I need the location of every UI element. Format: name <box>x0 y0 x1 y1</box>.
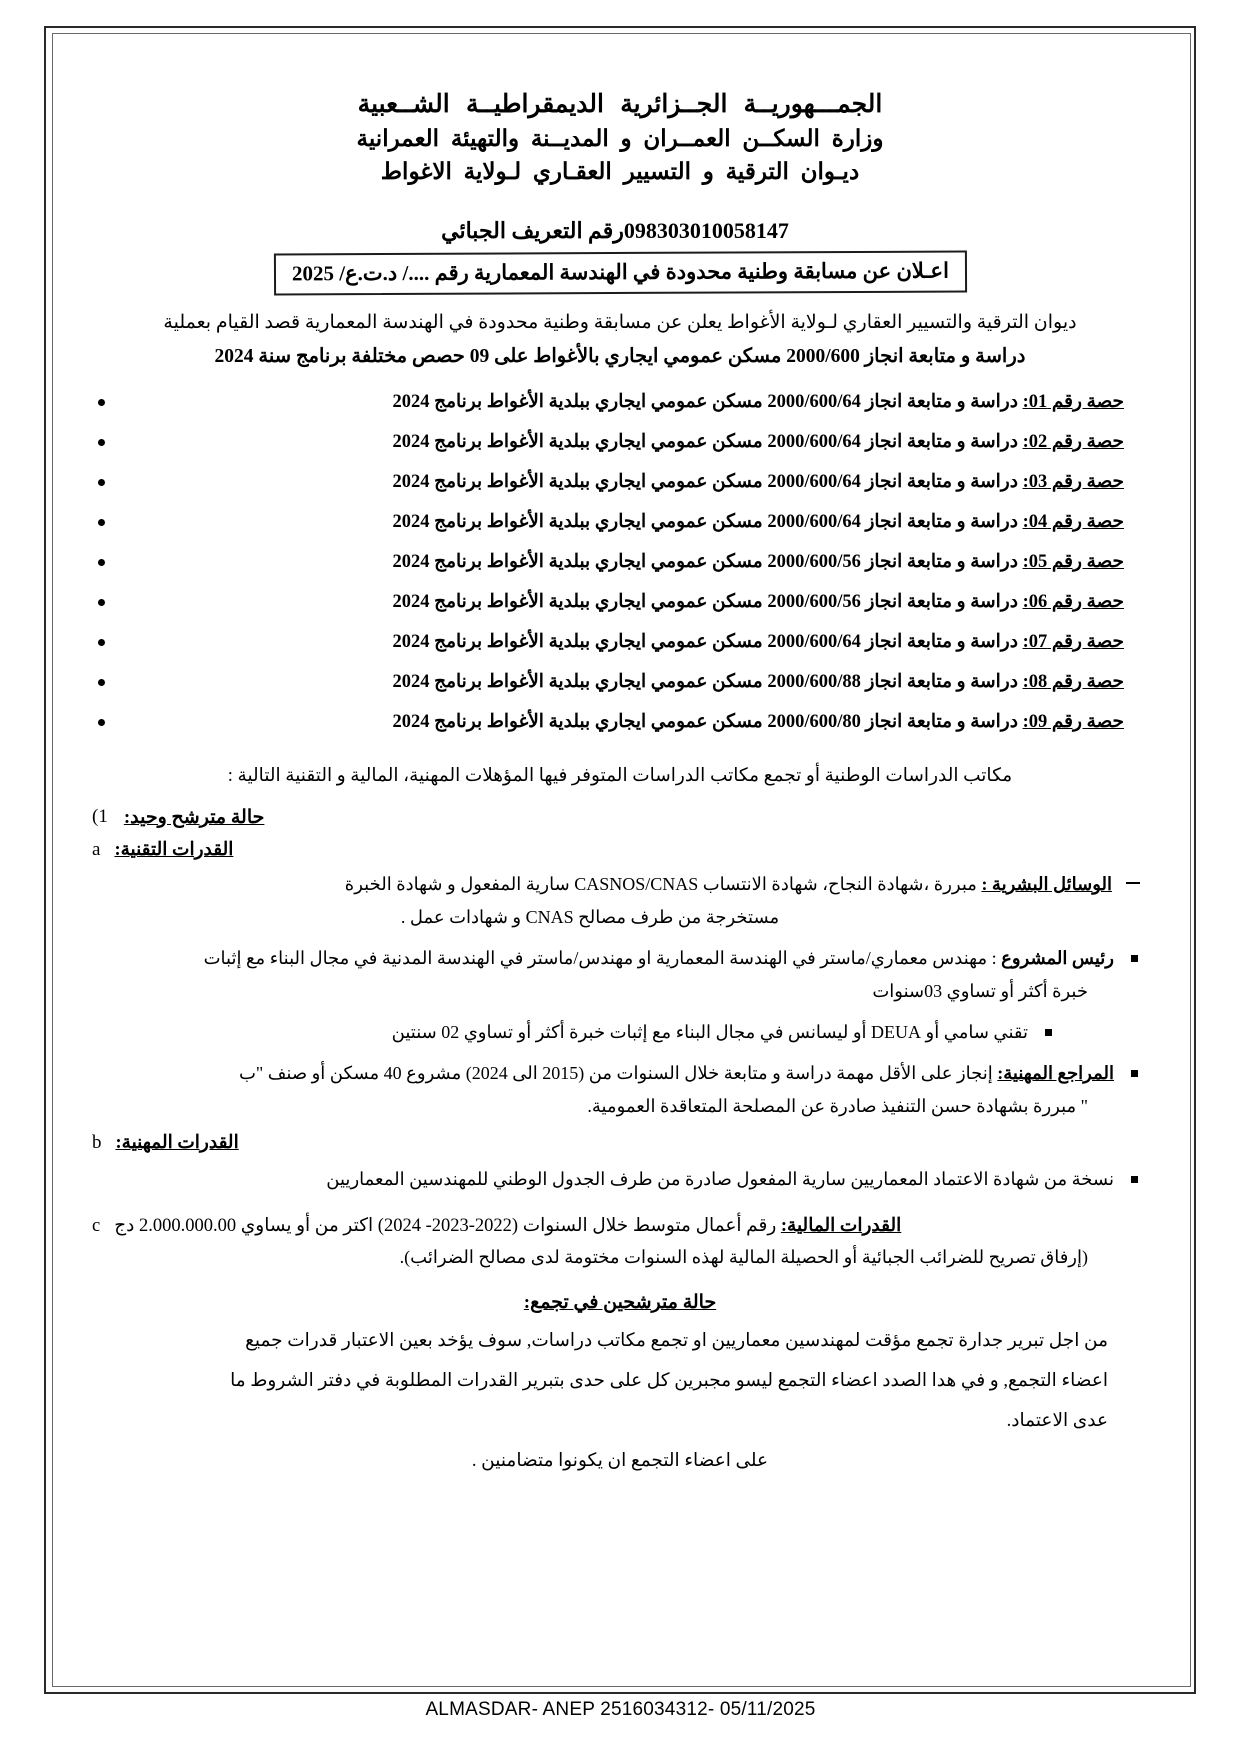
list-item <box>92 542 1148 582</box>
references-item <box>92 1058 1148 1089</box>
section2-para-4: على اعضاء التجمع ان يكونوا متضامنين . <box>471 1451 769 1471</box>
project-manager-text: : مهندس معماري/ماستر في الهندسة المعمارية او مهندس/ماستر في الهندسة المدنية في مجال البناء مع إثبات <box>203 948 997 968</box>
subsection-b-heading <box>92 1132 1148 1154</box>
human-resources-line2-part2: و شهادات عمل . <box>400 907 522 927</box>
subsection-c-heading <box>92 1211 1148 1242</box>
lot-text: دراسة و متابعة انجاز 2000/600/88 مسكن عمومي ايجاري ببلدية الأغواط برنامج 2024 <box>392 672 1018 692</box>
square-bullet-icon <box>1045 1029 1052 1036</box>
references-text: إنجاز على الأقل مهمة دراسة و متابعة خلال السنوات من (2015 الى 2024) مشروع 40 مسكن أو صنف "ب <box>238 1063 993 1083</box>
project-manager-line2: خبرة أكثر أو تساوي 03سنوات <box>872 981 1088 1001</box>
human-resources-label: الوسائل البشرية : <box>981 874 1112 894</box>
financial-capacity-line2: (إرفاق تصريح للضرائب الجبائية أو الحصيلة المالية لهذه السنوات مختومة لدى مصالح الضرائب). <box>399 1247 1088 1267</box>
section2-title: حالة مترشحين في تجمع: <box>523 1292 717 1313</box>
bullet-icon <box>98 599 105 606</box>
program-line: دراسة و متابعة انجاز 2000/600 مسكن عمومي ايجاري بالأغواط على 09 حصص مختلفة برنامج سنة 2024 <box>214 346 1026 367</box>
lot-label: حصة رقم 07: <box>1022 632 1124 652</box>
lot-label: حصة رقم 08: <box>1022 672 1124 692</box>
lot-label: حصة رقم 09: <box>1022 712 1124 732</box>
announcement-title-wrapper <box>92 252 1148 294</box>
human-resources-acronym-2: CNAS <box>525 907 574 927</box>
lot-text: دراسة و متابعة انجاز 2000/600/56 مسكن عمومي ايجاري ببلدية الأغواط برنامج 2024 <box>392 592 1018 612</box>
subsection-a-title: القدرات التقنية: <box>114 840 234 860</box>
section2-para-3: عدى الاعتماد. <box>1006 1411 1108 1431</box>
human-resources-line2 <box>92 902 1148 933</box>
lot-label: حصة رقم 01: <box>1022 392 1124 412</box>
list-item <box>92 422 1148 462</box>
lot-text: دراسة و متابعة انجاز 2000/600/64 مسكن عمومي ايجاري ببلدية الأغواط برنامج 2024 <box>392 392 1018 412</box>
lots-list <box>92 382 1148 742</box>
lot-text: دراسة و متابعة انجاز 2000/600/64 مسكن عمومي ايجاري ببلدية الأغواط برنامج 2024 <box>392 632 1018 652</box>
fiscal-number: 098303010058147 <box>623 218 789 243</box>
fiscal-label: رقم التعريف الجبائي <box>441 218 624 243</box>
bullet-icon <box>98 479 105 486</box>
human-resources-item <box>92 869 1148 900</box>
document-header <box>92 88 1148 188</box>
lot-text: دراسة و متابعة انجاز 2000/600/64 مسكن عمومي ايجاري ببلدية الأغواط برنامج 2024 <box>392 472 1018 492</box>
bullet-icon <box>98 519 105 526</box>
document-content <box>70 52 1170 1672</box>
header-agency-line: ديـوان الترقية و التسيير العقـاري لـولاية الاغواط <box>380 159 860 184</box>
list-item <box>92 502 1148 542</box>
bullet-icon <box>98 679 105 686</box>
eligibility-paragraph: مكاتب الدراسات الوطنية أو تجمع مكاتب الدراسات المتوفر فيها المؤهلات المهنية، المالية و التقنية التالية : <box>227 766 1013 786</box>
square-bullet-icon <box>1131 955 1138 962</box>
professional-capacity-text: نسخة من شهادة الاعتماد المعماريين سارية المفعول صادرة من طرف الجدول الوطني للمهندسين المعماريين <box>326 1169 1114 1189</box>
subsection-b-title: القدرات المهنية: <box>115 1133 239 1153</box>
references-line2: " مبررة بشهادة حسن التنفيذ صادرة عن المصلحة المتعاقدة العمومية. <box>587 1096 1088 1116</box>
human-resources-acronym-1: CASNOS/CNAS <box>574 874 699 894</box>
lot-text: دراسة و متابعة انجاز 2000/600/64 مسكن عمومي ايجاري ببلدية الأغواط برنامج 2024 <box>392 432 1018 452</box>
list-item <box>92 462 1148 502</box>
list-item <box>92 382 1148 422</box>
list-item <box>92 662 1148 702</box>
document-footer: ALMASDAR- ANEP 2516034312- 05/11/2025 <box>425 1699 816 1720</box>
lot-label: حصة رقم 04: <box>1022 512 1124 532</box>
section1-title: حالة مترشح وحيد: <box>123 807 265 828</box>
section2-para-1: من اجل تبرير جدارة تجمع مؤقت لمهندسين معماريين او تجمع مكاتب دراسات, سوف يؤخد بعين الاعتبار قدرات جميع <box>245 1331 1108 1351</box>
references-label: المراجع المهنية: <box>997 1063 1114 1083</box>
technician-item <box>92 1017 1148 1048</box>
list-item <box>92 622 1148 662</box>
financial-capacity-label: القدرات المالية: <box>780 1216 902 1236</box>
subsection-a-heading <box>92 839 1148 861</box>
square-bullet-icon <box>1131 1070 1138 1077</box>
bullet-icon <box>98 439 105 446</box>
subsection-a-marker: a <box>92 839 101 860</box>
square-bullet-icon <box>1131 1176 1138 1183</box>
header-ministry-line: وزارة السكــن العمــران و المديــنة والتهيئة العمرانية <box>356 126 884 151</box>
lot-label: حصة رقم 03: <box>1022 472 1124 492</box>
professional-capacity-item <box>92 1164 1148 1195</box>
project-manager-item <box>92 943 1148 974</box>
fiscal-identification <box>92 218 1148 244</box>
lot-text: دراسة و متابعة انجاز 2000/600/56 مسكن عمومي ايجاري ببلدية الأغواط برنامج 2024 <box>392 552 1018 572</box>
section2-para-2: اعضاء التجمع, و في هدا الصدد اعضاء التجمع ليسو مجبرين كل على حدى بتبرير القدرات المطلوبة في دفتر الشروط ما <box>230 1371 1108 1391</box>
bullet-icon <box>98 559 105 566</box>
section1-heading <box>92 806 1148 829</box>
lot-text: دراسة و متابعة انجاز 2000/600/64 مسكن عمومي ايجاري ببلدية الأغواط برنامج 2024 <box>392 512 1018 532</box>
human-resources-text-1: مبررة ،شهادة النجاح، شهادة الانتساب <box>702 874 977 894</box>
dash-icon <box>1126 882 1140 884</box>
lot-label: حصة رقم 02: <box>1022 432 1124 452</box>
financial-capacity-text: رقم أعمال متوسط خلال السنوات (2022-2023- 2024) اكتر من أو يساوي 2.000.000.00 دج <box>114 1216 777 1236</box>
intro-paragraph: ديوان الترقية والتسيير العقاري لـولاية الأغواط يعلن عن مسابقة وطنية محدودة في الهندسة المعمارية قصد القيام بعملية <box>163 312 1077 333</box>
project-manager-label: رئيس المشروع <box>1001 948 1114 968</box>
technician-text: تقني سامي أو DEUA أو ليسانس في مجال البناء مع إثبات خبرة أكثر أو تساوي 02 سنتين <box>391 1022 1028 1042</box>
announcement-title: اعـلان عن مسابقة وطنية محدودة في الهندسة المعمارية رقم ..../ د.ت.ع/ 2025 <box>273 250 966 295</box>
header-country-line: الجمـــهوريــة الجــزائرية الديمقراطيــة الشــعبية <box>357 91 883 118</box>
human-resources-line2-part1: مستخرجة من طرف مصالح <box>578 907 780 927</box>
bullet-icon <box>98 719 105 726</box>
subsection-b-marker: b <box>92 1132 102 1153</box>
lot-label: حصة رقم 06: <box>1022 592 1124 612</box>
bullet-icon <box>98 399 105 406</box>
lot-text: دراسة و متابعة انجاز 2000/600/80 مسكن عمومي ايجاري ببلدية الأغواط برنامج 2024 <box>392 712 1018 732</box>
subsection-c-marker: c <box>92 1216 101 1236</box>
bullet-icon <box>98 639 105 646</box>
list-item <box>92 582 1148 622</box>
section1-marker: 1) <box>92 806 108 827</box>
human-resources-text-2: سارية المفعول و شهادة الخبرة <box>344 874 570 894</box>
list-item <box>92 702 1148 742</box>
lot-label: حصة رقم 05: <box>1022 552 1124 572</box>
